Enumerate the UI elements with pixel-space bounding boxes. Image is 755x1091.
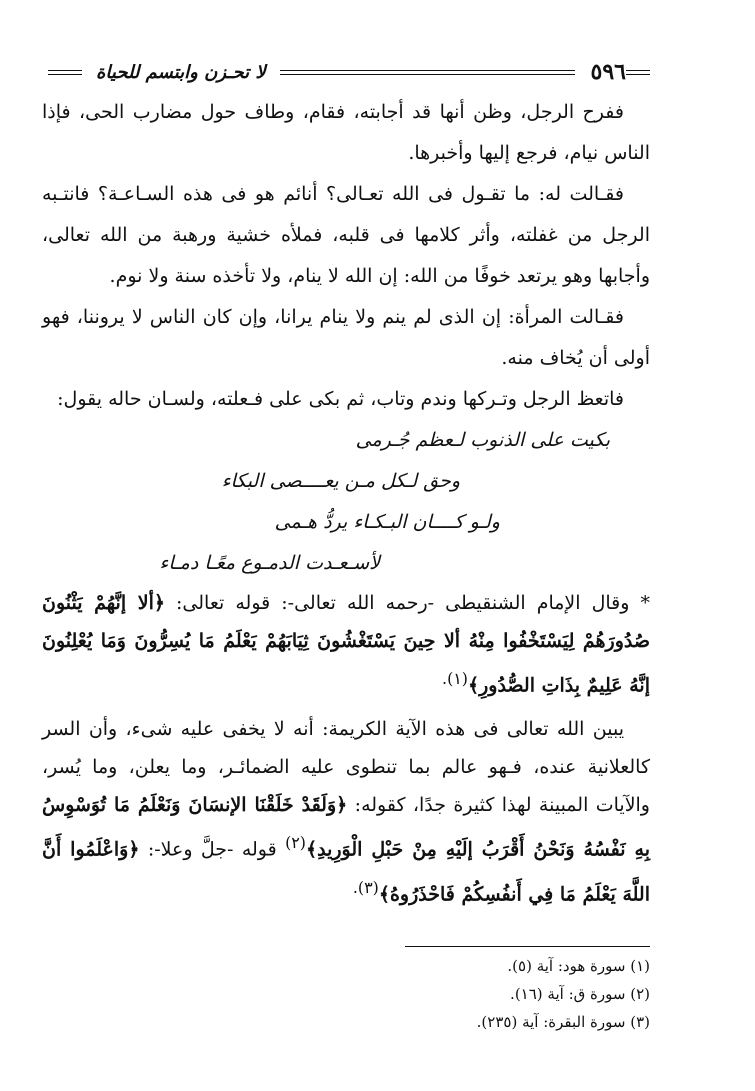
quran-verse-qaf: ﴿وَلَقَدْ خَلَقْنَا الإنسَانَ وَنَعْلَمُ مَا تُوَسْوِسُ بِهِ نَفْسُهُ وَنَحْنُ أَقْرَبُ إلَيْهِ مِنْ حَبْلِ الْوَرِيدِ﴾ [42, 794, 651, 861]
footnote-3: (٣) سورة البقرة: آية (٢٣٥). [476, 1013, 650, 1031]
quran-verse-baqara: ﴿وَاعْلَمُوا أَنَّ اللَّهَ يَعْلَمُ مَا فِي أَنفُسِكُمْ فَاحْذَرُوهُ﴾ [42, 838, 650, 905]
footnote-ref-3: (٣). [352, 877, 379, 897]
footnotes [300, 952, 650, 1036]
poem [42, 420, 650, 584]
poem-line-2: وحق لـكل مـن يعــــصى البكاء [221, 470, 460, 492]
footnote-separator [405, 946, 650, 947]
footnote-2: (٢) سورة ق: آية (١٦). [510, 985, 650, 1003]
poem-line-1: بكيت على الذنوب لـعظم جُـرمى [355, 429, 610, 451]
poem-line-4: لأسـعـدت الدمـوع معًـا دمـاء [159, 552, 380, 574]
book-title: لا تحـزن وابتسم للحياة [96, 61, 266, 83]
header-rule-start [626, 70, 650, 75]
paragraph-2: فقـالت له: ما تقـول فى الله تعـالى؟ أنائم هو فى هذه السـاعـة؟ فانتـبه الرجل من غفلته، وأثر كلامها فى قلبه، فملأه خشية ورهبة من الله تعالى، وأجابها وهو يرتعد خوفًا من الله: إن الله لا ينام، ولا تأخذه سنة ولا نوم. [42, 183, 650, 287]
shinqiti-paragraph [42, 584, 650, 704]
explanation-mid: قوله -جلَّ وعلا-: [147, 838, 277, 861]
page-body [42, 92, 650, 913]
header-rule-middle [280, 70, 575, 75]
paragraph-4: فاتعظ الرجل وتـركها وندم وتاب، ثم بكى على فـعلته، ولسـان حاله يقول: [57, 388, 624, 410]
footnote-ref-2: (٢) [285, 833, 306, 853]
shinqiti-intro: * وقال الإمام الشنقيطى -رحمه الله تعالى-: قوله تعالى: [176, 592, 650, 614]
explanation-paragraph [42, 710, 650, 913]
footnote-ref-1: (١). [442, 669, 468, 688]
quran-verse-hud: ﴿ألا إنَّهُمْ يَثْنُونَ صُدُورَهُمْ لِيَسْتَخْفُوا مِنْهُ ألا حِينَ يَسْتَغْشُونَ ثِيَابَهُمْ يَعْلَمُ مَا يُسِرُّونَ وَمَا يُعْلِنُونَ إنَّهُ عَلِيمٌ بِذَاتِ الصُّدُورِ﴾ [42, 592, 650, 697]
footnote-1: (١) سورة هود: آية (٥). [507, 957, 650, 975]
poem-line-3: ولـو كــــان البـكـاء يردُّ هـمى [274, 511, 500, 533]
header-rule-end [48, 70, 82, 75]
paragraph-3: فقـالت المرأة: إن الذى لم ينم ولا ينام يرانا، وإن كان الناس لا يروننا، فهو أولى أن يُخاف منه. [42, 306, 650, 369]
running-header [40, 58, 650, 86]
paragraph-1: ففرح الرجل، وظن أنها قد أجابته، فقام، وطاف حول مضارب الحى، فإذا الناس نيام، فرجع إليها وأخبرها. [42, 101, 650, 164]
explanation-text: يبين الله تعالى فى هذه الآية الكريمة: أنه لا يخفى عليه شىء، وأن السر كالعلانية عنده، فـهو عالم بما تنطوى عليه الضمائـر، وما يعلن، وما يُسر، والآيات المبينة لهذا كثيرة جدًا، كقوله: [42, 718, 650, 817]
page-number: ٥٩٦ [590, 59, 626, 85]
